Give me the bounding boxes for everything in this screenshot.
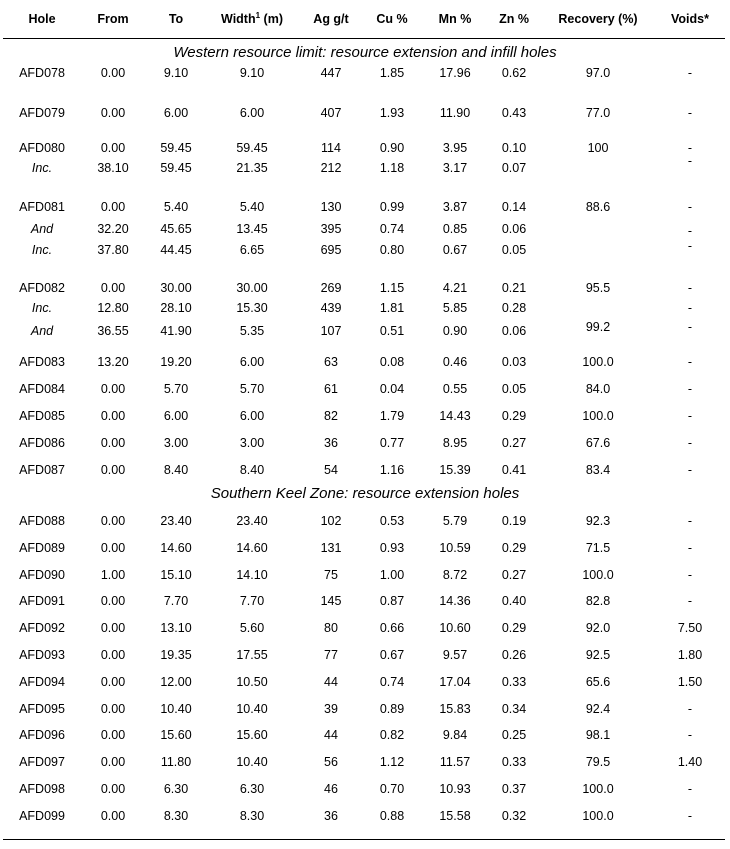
cell-hole: AFD084 [19, 382, 65, 396]
cell-cu: 0.67 [379, 648, 405, 662]
cell-rec: 100.0 [582, 782, 614, 796]
cell-cu: 0.74 [379, 222, 405, 236]
cell-rec: 99.2 [585, 320, 611, 334]
cell-to: 10.40 [160, 702, 192, 716]
cell-to: 15.60 [160, 728, 192, 742]
cell-voids: - [687, 355, 693, 369]
cell-width: 9.10 [239, 66, 265, 80]
cell-width: 10.40 [236, 755, 268, 769]
cell-cu: 0.70 [379, 782, 405, 796]
cell-ag: 395 [320, 222, 342, 236]
cell-zn: 0.43 [501, 106, 527, 120]
cell-zn: 0.29 [501, 409, 527, 423]
cell-zn: 0.62 [501, 66, 527, 80]
cell-from: 0.00 [100, 382, 126, 396]
section-title-southern: Southern Keel Zone: resource extension holes [210, 485, 520, 502]
header-rule [3, 38, 725, 39]
cell-width: 14.60 [236, 541, 268, 555]
cell-zn: 0.07 [501, 161, 527, 175]
cell-hole: AFD087 [19, 463, 65, 477]
cell-rec: 97.0 [585, 66, 611, 80]
cell-width: 6.00 [239, 106, 265, 120]
cell-voids: - [687, 728, 693, 742]
cell-hole: AFD083 [19, 355, 65, 369]
cell-from: 36.55 [97, 324, 129, 338]
cell-to: 3.00 [163, 436, 189, 450]
cell-mn: 0.90 [442, 324, 468, 338]
cell-mn: 11.90 [439, 106, 471, 120]
cell-voids: - [687, 239, 693, 253]
cell-rec: 98.1 [585, 728, 611, 742]
cell-zn: 0.41 [501, 463, 527, 477]
cell-ag: 75 [324, 568, 338, 582]
cell-hole: Inc. [31, 161, 53, 175]
cell-cu: 0.51 [379, 324, 405, 338]
cell-cu: 1.93 [379, 106, 405, 120]
cell-mn: 0.55 [442, 382, 468, 396]
cell-ag: 46 [324, 782, 338, 796]
cell-mn: 10.59 [439, 541, 471, 555]
cell-voids: - [687, 141, 693, 155]
cell-cu: 0.04 [379, 382, 405, 396]
cell-ag: 36 [324, 436, 338, 450]
cell-width: 6.65 [239, 243, 265, 257]
cell-zn: 0.27 [501, 436, 527, 450]
cell-rec: 92.0 [585, 621, 611, 635]
cell-cu: 0.77 [379, 436, 405, 450]
cell-hole: AFD096 [19, 728, 65, 742]
cell-hole: AFD082 [19, 281, 65, 295]
cell-cu: 1.85 [379, 66, 405, 80]
cell-width: 8.30 [239, 809, 265, 823]
cell-ag: 63 [324, 355, 338, 369]
cell-from: 38.10 [97, 161, 129, 175]
cell-to: 59.45 [160, 161, 192, 175]
cell-cu: 0.80 [379, 243, 405, 257]
cell-rec: 65.6 [585, 675, 611, 689]
cell-voids: - [687, 106, 693, 120]
cell-rec: 92.5 [585, 648, 611, 662]
cell-width: 15.30 [236, 301, 268, 315]
cell-hole: AFD078 [19, 66, 65, 80]
cell-zn: 0.06 [501, 324, 527, 338]
cell-voids: 1.40 [677, 755, 703, 769]
cell-voids: - [687, 702, 693, 716]
cell-width: 10.40 [236, 702, 268, 716]
cell-voids: - [687, 224, 693, 238]
cell-to: 28.10 [160, 301, 192, 315]
table-header [0, 0, 730, 38]
cell-from: 0.00 [100, 702, 126, 716]
cell-to: 8.30 [163, 809, 189, 823]
cell-ag: 130 [320, 200, 342, 214]
cell-cu: 1.12 [379, 755, 405, 769]
cell-ag: 77 [324, 648, 338, 662]
cell-cu: 0.08 [379, 355, 405, 369]
cell-zn: 0.33 [501, 675, 527, 689]
cell-rec: 92.3 [585, 514, 611, 528]
cell-ag: 114 [321, 141, 341, 155]
cell-hole: AFD094 [19, 675, 65, 689]
cell-width: 10.50 [236, 675, 268, 689]
cell-hole: And [30, 324, 54, 338]
cell-ag: 44 [324, 728, 338, 742]
cell-from: 0.00 [100, 541, 126, 555]
cell-mn: 17.96 [439, 66, 471, 80]
cell-cu: 1.81 [379, 301, 405, 315]
cell-mn: 14.43 [439, 409, 471, 423]
header-width-label: Width [221, 12, 256, 26]
cell-width: 5.60 [239, 621, 265, 635]
cell-mn: 3.87 [442, 200, 468, 214]
cell-to: 45.65 [160, 222, 192, 236]
cell-from: 0.00 [100, 782, 126, 796]
cell-voids: - [687, 809, 693, 823]
cell-mn: 5.85 [442, 301, 468, 315]
cell-from: 37.80 [97, 243, 129, 257]
header-recovery: Recovery (%) [558, 12, 638, 26]
cell-to: 12.00 [160, 675, 192, 689]
cell-zn: 0.37 [501, 782, 527, 796]
cell-voids: - [687, 541, 693, 555]
header-mn: Mn % [438, 12, 472, 26]
cell-from: 0.00 [100, 463, 126, 477]
cell-voids: - [687, 66, 693, 80]
cell-cu: 0.89 [379, 702, 405, 716]
cell-from: 0.00 [100, 621, 126, 635]
cell-ag: 82 [324, 409, 338, 423]
cell-zn: 0.27 [501, 568, 527, 582]
cell-to: 11.80 [160, 755, 192, 769]
cell-voids: - [687, 301, 693, 315]
cell-hole: AFD099 [19, 809, 65, 823]
bottom-rule [3, 839, 725, 840]
header-width-unit: (m) [260, 12, 283, 26]
cell-voids: - [687, 782, 693, 796]
cell-cu: 1.00 [379, 568, 405, 582]
header-from: From [97, 12, 129, 26]
cell-width: 59.45 [236, 141, 268, 155]
section-title-western: Western resource limit: resource extension and infill holes [173, 44, 557, 61]
cell-zn: 0.40 [501, 594, 527, 608]
cell-ag: 269 [320, 281, 342, 295]
cell-zn: 0.06 [501, 222, 527, 236]
cell-zn: 0.29 [501, 541, 527, 555]
cell-from: 0.00 [100, 594, 126, 608]
cell-width: 17.55 [236, 648, 268, 662]
cell-mn: 8.72 [442, 568, 468, 582]
cell-to: 44.45 [160, 243, 192, 257]
cell-from: 0.00 [100, 809, 126, 823]
cell-from: 0.00 [100, 200, 126, 214]
cell-rec: 79.5 [585, 755, 611, 769]
cell-ag: 107 [320, 324, 342, 338]
cell-hole: AFD086 [19, 436, 65, 450]
cell-hole: Inc. [31, 243, 53, 257]
cell-rec: 84.0 [585, 382, 611, 396]
cell-rec: 95.5 [585, 281, 611, 295]
header-zn: Zn % [499, 12, 529, 26]
cell-rec: 77.0 [585, 106, 611, 120]
cell-ag: 407 [320, 106, 342, 120]
cell-zn: 0.10 [501, 141, 527, 155]
cell-rec: 67.6 [585, 436, 611, 450]
cell-from: 0.00 [100, 755, 126, 769]
cell-width: 5.70 [239, 382, 265, 396]
cell-zn: 0.26 [501, 648, 527, 662]
cell-cu: 0.88 [379, 809, 405, 823]
cell-width: 6.00 [239, 409, 265, 423]
cell-width: 8.40 [239, 463, 265, 477]
cell-cu: 1.79 [379, 409, 405, 423]
cell-from: 13.20 [97, 355, 129, 369]
cell-hole: And [30, 222, 54, 236]
cell-to: 6.30 [163, 782, 189, 796]
cell-ag: 131 [320, 541, 342, 555]
cell-mn: 0.46 [442, 355, 468, 369]
cell-hole: AFD081 [19, 200, 65, 214]
cell-width: 30.00 [236, 281, 268, 295]
cell-zn: 0.03 [501, 355, 527, 369]
cell-ag: 145 [320, 594, 342, 608]
cell-to: 5.40 [163, 200, 189, 214]
cell-voids: 7.50 [677, 621, 703, 635]
cell-hole: AFD085 [19, 409, 65, 423]
cell-cu: 1.15 [379, 281, 405, 295]
cell-mn: 5.79 [442, 514, 468, 528]
cell-to: 30.00 [160, 281, 192, 295]
cell-cu: 0.90 [379, 141, 405, 155]
cell-rec: 100.0 [582, 355, 614, 369]
cell-rec: 100.0 [582, 409, 614, 423]
cell-zn: 0.32 [501, 809, 527, 823]
cell-mn: 11.57 [439, 755, 471, 769]
cell-mn: 9.57 [442, 648, 468, 662]
cell-hole: AFD093 [19, 648, 65, 662]
cell-to: 6.00 [163, 106, 189, 120]
cell-rec: 100.0 [582, 809, 614, 823]
cell-ag: 102 [320, 514, 342, 528]
cell-cu: 1.18 [379, 161, 405, 175]
cell-cu: 0.87 [379, 594, 405, 608]
cell-voids: - [687, 568, 693, 582]
cell-voids: - [687, 281, 693, 295]
cell-ag: 56 [324, 755, 338, 769]
cell-to: 19.20 [160, 355, 192, 369]
cell-hole: AFD095 [19, 702, 65, 716]
cell-voids: - [687, 200, 693, 214]
cell-rec: 71.5 [585, 541, 611, 555]
cell-hole: AFD098 [19, 782, 65, 796]
cell-to: 23.40 [160, 514, 192, 528]
cell-cu: 1.16 [379, 463, 405, 477]
cell-hole: AFD091 [19, 594, 65, 608]
cell-to: 9.10 [163, 66, 189, 80]
cell-from: 12.80 [97, 301, 129, 315]
cell-from: 1.00 [100, 568, 126, 582]
cell-from: 0.00 [100, 436, 126, 450]
header-width [221, 12, 283, 27]
cell-mn: 15.83 [439, 702, 471, 716]
cell-hole: AFD092 [19, 621, 65, 635]
cell-voids: - [687, 463, 693, 477]
cell-hole: AFD079 [19, 106, 65, 120]
cell-ag: 80 [324, 621, 338, 635]
cell-zn: 0.33 [501, 755, 527, 769]
cell-cu: 0.74 [379, 675, 405, 689]
cell-mn: 0.67 [442, 243, 468, 257]
cell-zn: 0.19 [501, 514, 527, 528]
cell-width: 14.10 [236, 568, 268, 582]
cell-ag: 61 [324, 382, 338, 396]
cell-ag: 447 [320, 66, 342, 80]
cell-cu: 0.93 [379, 541, 405, 555]
cell-from: 32.20 [97, 222, 129, 236]
cell-mn: 3.17 [442, 161, 468, 175]
cell-width: 5.40 [239, 200, 265, 214]
cell-rec: 82.8 [585, 594, 611, 608]
cell-from: 0.00 [100, 409, 126, 423]
cell-ag: 39 [324, 702, 338, 716]
cell-width: 3.00 [239, 436, 265, 450]
cell-zn: 0.05 [501, 382, 527, 396]
cell-mn: 17.04 [439, 675, 471, 689]
cell-to: 41.90 [160, 324, 192, 338]
cell-voids: - [687, 320, 693, 334]
cell-voids: - [687, 154, 693, 168]
cell-hole: AFD089 [19, 541, 65, 555]
cell-to: 59.45 [160, 141, 192, 155]
cell-voids: 1.80 [677, 648, 703, 662]
cell-mn: 10.93 [439, 782, 471, 796]
cell-to: 8.40 [163, 463, 189, 477]
cell-rec: 100.0 [582, 568, 614, 582]
cell-ag: 54 [324, 463, 338, 477]
cell-from: 0.00 [100, 66, 126, 80]
cell-to: 5.70 [163, 382, 189, 396]
cell-cu: 0.53 [379, 514, 405, 528]
cell-mn: 0.85 [442, 222, 468, 236]
cell-mn: 4.21 [442, 281, 468, 295]
cell-zn: 0.29 [501, 621, 527, 635]
cell-width: 7.70 [239, 594, 265, 608]
cell-width: 13.45 [236, 222, 268, 236]
cell-width: 6.00 [239, 355, 265, 369]
cell-to: 13.10 [160, 621, 192, 635]
cell-ag: 36 [324, 809, 338, 823]
cell-zn: 0.05 [501, 243, 527, 257]
cell-width: 5.35 [239, 324, 265, 338]
cell-mn: 14.36 [439, 594, 471, 608]
cell-cu: 0.66 [379, 621, 405, 635]
cell-rec: 88.6 [585, 200, 611, 214]
cell-width: 23.40 [236, 514, 268, 528]
cell-mn: 9.84 [442, 728, 468, 742]
cell-from: 0.00 [100, 514, 126, 528]
cell-to: 15.10 [160, 568, 192, 582]
cell-from: 0.00 [100, 728, 126, 742]
cell-cu: 0.99 [379, 200, 405, 214]
cell-width: 15.60 [236, 728, 268, 742]
cell-from: 0.00 [100, 281, 126, 295]
cell-rec: 92.4 [585, 702, 611, 716]
cell-rec: 100 [587, 141, 609, 155]
cell-zn: 0.34 [501, 702, 527, 716]
cell-ag: 44 [324, 675, 338, 689]
cell-mn: 10.60 [439, 621, 471, 635]
cell-voids: - [687, 436, 693, 450]
cell-ag: 212 [320, 161, 342, 175]
cell-width: 21.35 [236, 161, 268, 175]
cell-from: 0.00 [100, 675, 126, 689]
cell-hole: AFD088 [19, 514, 65, 528]
cell-voids: - [687, 514, 693, 528]
header-hole: Hole [28, 12, 56, 26]
cell-ag: 439 [320, 301, 342, 315]
header-width-footnote: 1 [255, 10, 261, 20]
cell-zn: 0.21 [501, 281, 527, 295]
cell-voids: - [687, 382, 693, 396]
header-ag: Ag g/t [313, 12, 349, 26]
cell-voids: - [687, 594, 693, 608]
cell-zn: 0.28 [501, 301, 527, 315]
cell-zn: 0.14 [501, 200, 527, 214]
cell-mn: 15.58 [439, 809, 471, 823]
cell-to: 6.00 [163, 409, 189, 423]
header-cu: Cu % [376, 12, 408, 26]
cell-hole: AFD080 [19, 141, 65, 155]
cell-rec: 83.4 [585, 463, 611, 477]
cell-mn: 15.39 [439, 463, 471, 477]
header-voids: Voids* [671, 12, 709, 26]
cell-to: 7.70 [163, 594, 189, 608]
cell-from: 0.00 [100, 141, 126, 155]
cell-width: 6.30 [239, 782, 265, 796]
cell-to: 19.35 [160, 648, 192, 662]
cell-zn: 0.25 [501, 728, 527, 742]
cell-hole: AFD090 [19, 568, 65, 582]
cell-cu: 0.82 [379, 728, 405, 742]
cell-to: 14.60 [160, 541, 192, 555]
cell-voids: - [687, 409, 693, 423]
cell-hole: AFD097 [19, 755, 65, 769]
header-to: To [168, 12, 184, 26]
cell-from: 0.00 [100, 648, 126, 662]
cell-voids: 1.50 [677, 675, 703, 689]
cell-from: 0.00 [100, 106, 126, 120]
cell-ag: 695 [320, 243, 342, 257]
cell-hole: Inc. [31, 301, 53, 315]
cell-mn: 3.95 [442, 141, 468, 155]
cell-mn: 8.95 [442, 436, 468, 450]
